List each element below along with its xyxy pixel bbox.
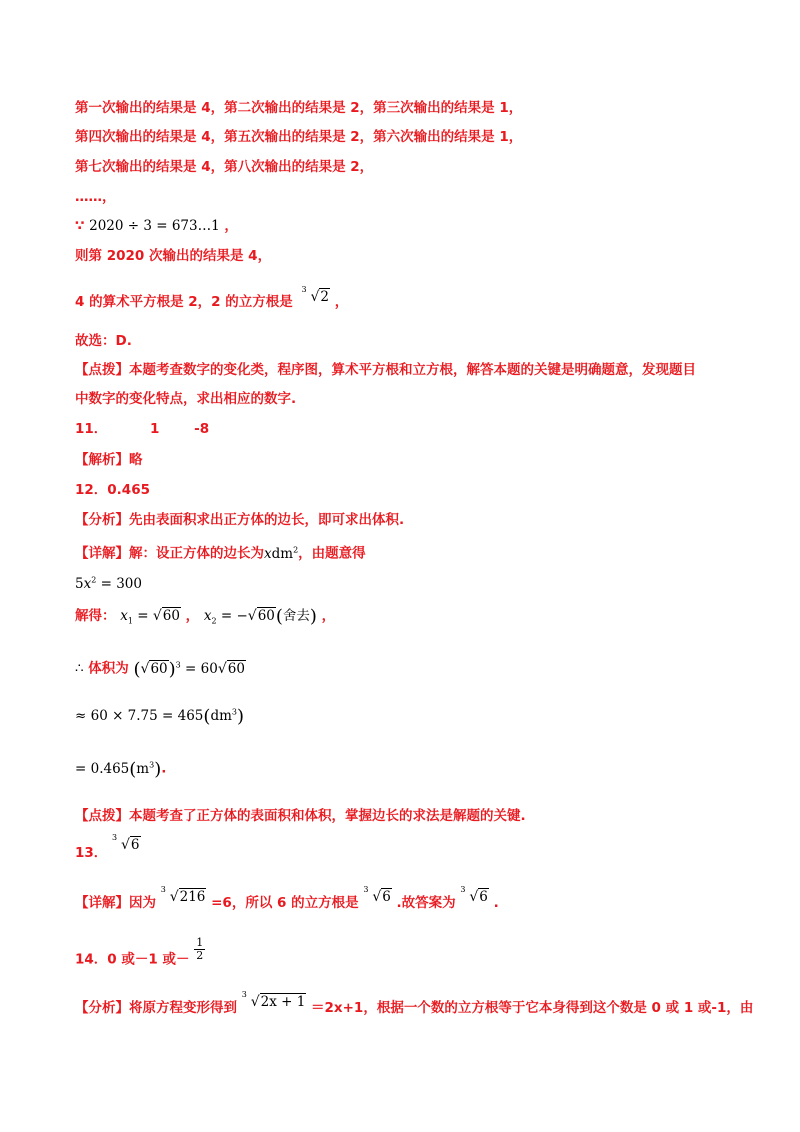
cube-root-of-6: 3 √6 <box>363 885 391 905</box>
text-line-result-2020: 则第 2020 次输出的结果是 4， <box>75 248 272 264</box>
question-number: 13． <box>75 845 108 861</box>
final-volume: = $0.465(m^3)$ <box>75 758 162 780</box>
text-line-output-2: 第四次输出的结果是 4，第五次输出的结果是 2，第六次输出的结果是 1， <box>75 129 523 145</box>
text-line-q13 <box>75 833 728 863</box>
question-number: 11． <box>75 421 108 437</box>
cube-root-expression: 3 √2x + 1 <box>241 990 306 1010</box>
text-line-volume: ∴ 体积为 $(√60)^3 = 60√60$ <box>75 658 245 680</box>
text-line-q11 <box>75 419 728 439</box>
division-expression: 2020 ÷ 3 = 673…1 <box>89 218 220 234</box>
text-line-ellipsis: ……， <box>75 189 116 205</box>
fraction-one-half: $\frac{1}{2}$ <box>196 936 204 962</box>
punctuation: ， <box>334 294 349 310</box>
text-line-q12-note: 【点拨】本题考查了正方体的表面积和体积，掌握边长的求法是解题的关键. <box>75 808 526 824</box>
cube-root-of-6: 3 √6 <box>460 885 488 905</box>
punctuation: ， <box>224 218 238 234</box>
q11-answer-b: -8 <box>194 421 210 437</box>
cube-root-of-216: 3 √216 <box>160 885 206 905</box>
text-line-output-3: 第七次输出的结果是 4，第八次输出的结果是 2， <box>75 159 374 175</box>
roots-text: 4 的算术平方根是 2，2 的立方根是 <box>75 294 293 310</box>
text-line-q14-analysis: 【分析】将原方程变形得到 3 √2x + 1 ＝2x+1，根据一个数的立方根等于它本身得到这个数是 0 或 1 或-1，由 <box>75 990 754 1016</box>
text-line-roots <box>75 285 728 312</box>
solution-x1: $x_1 = √60$ <box>120 608 180 626</box>
cube-root-of-2: 3 √2 <box>301 285 329 305</box>
equation: $5x^2 = 300$ <box>75 575 142 592</box>
text-line-answer-d: 故选：D. <box>75 333 132 349</box>
approx-expression: ≈ $60 \times 7.75 = 465(dm^3)$ <box>75 705 245 727</box>
detail-text: 【详解】解：设正方体的边长为 <box>75 545 264 562</box>
solution-x2: $x_2 = -√60$(舍去) <box>203 606 317 627</box>
cube-root-of-6: 3 √6 <box>112 833 140 853</box>
text-line-q12: 12．0.465 <box>75 482 150 498</box>
q11-answer-a: 1 <box>150 421 160 437</box>
therefore-symbol: ∴ <box>75 660 84 677</box>
because-symbol: ∵ <box>75 218 85 234</box>
text-line-output-1: 第一次输出的结果是 4，第二次输出的结果是 2，第三次输出的结果是 1， <box>75 100 523 116</box>
text-line-analysis-brief: 【解析】略 <box>75 452 143 468</box>
text-line-equation <box>75 570 728 594</box>
text-line-q14: 14．0 或－1 或－ $\frac{1}{2}$ <box>75 936 204 968</box>
text-line-note-2: 中数字的变化特点，求出相应的数字. <box>75 391 297 407</box>
text-line-note-1: 【点拨】本题考查数字的变化类，程序图，算术平方根和立方根，解答本题的关键是明确题意，发现题目 <box>75 362 696 378</box>
text-line-q12-detail: 【详解】解：设正方体的边长为xdm$^2$，由题意得 <box>75 545 366 562</box>
text-line-approx <box>75 702 728 727</box>
text-line-final-volume: = $0.465(m^3)$. <box>75 758 167 780</box>
text-line-division <box>75 216 728 236</box>
volume-expression: $(√60)^3 = 60√60$ <box>133 658 245 680</box>
text-line-q12-analysis: 【分析】先由表面积求出正方体的边长，即可求出体积. <box>75 512 405 528</box>
text-line-solutions: 解得： $x_1 = √60$ ， $x_2 = -√60$(舍去) ， <box>75 606 336 627</box>
text-line-q13-detail: 【详解】因为 3 √216 =6，所以 6 的立方根是 3 √6 .故答案为 3 √6 . <box>75 885 499 911</box>
